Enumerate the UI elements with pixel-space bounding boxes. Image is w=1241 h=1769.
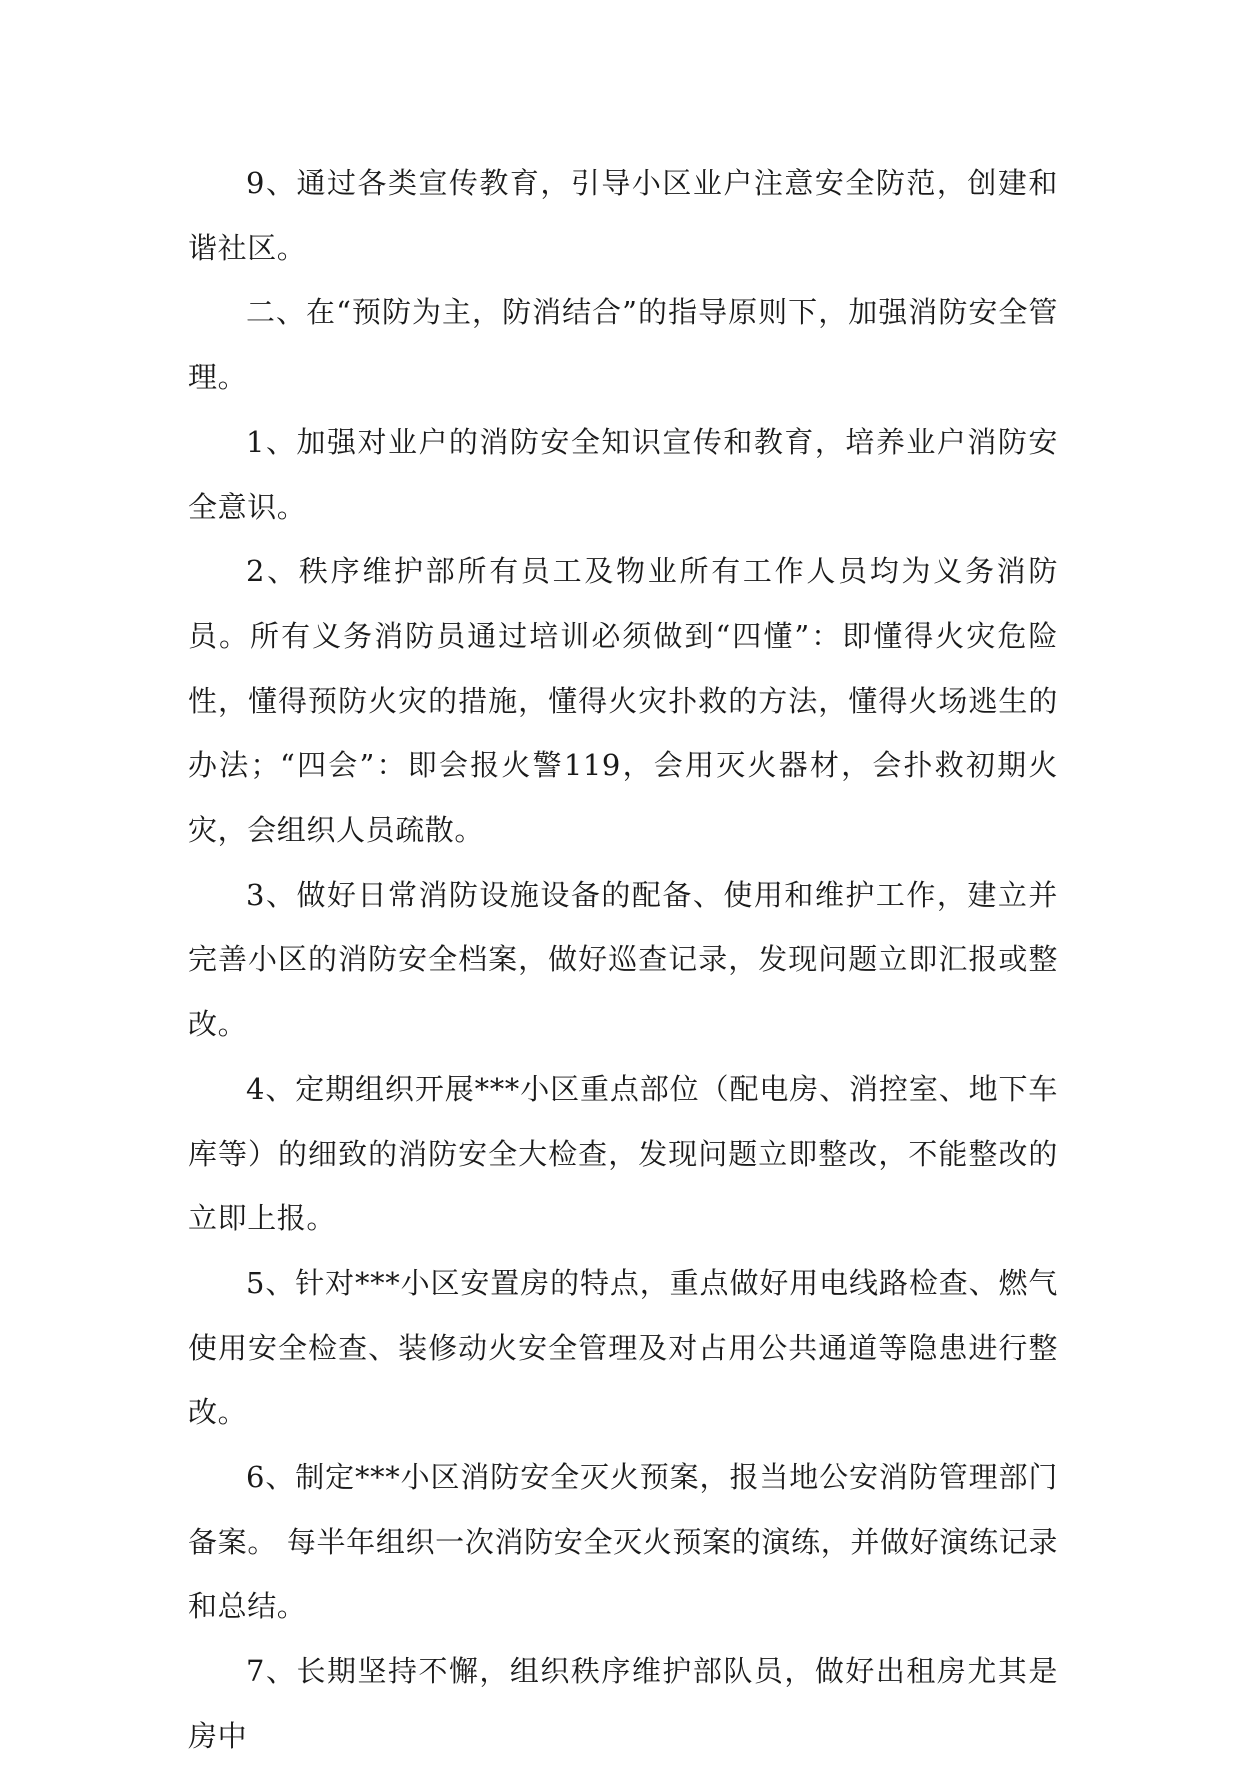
paragraph-item-7-rental-housing: 7、长期坚持不懈，组织秩序维护部队员，做好出租房尤其是房中 <box>188 1654 1058 1753</box>
section-heading-fire-safety: 二、在“预防为主，防消结合”的指导原则下，加强消防安全管理。 <box>188 295 1058 395</box>
paragraph-item-4-inspection: 4、定期组织开展***小区重点部位（配电房、消控室、地下车库等）的细致的消防安全大检查，发现问题立即整改，不能整改的立即上报。 <box>188 1071 1058 1236</box>
paragraph-item-6-emergency-plan: 6、制定***小区消防安全灭火预案，报当地公安消防管理部门备案。 每半年组织一次消防安全灭火预案的演练，并做好演练记录和总结。 <box>188 1460 1058 1624</box>
paragraph-item-3-facilities: 3、做好日常消防设施设备的配备、使用和维护工作，建立并完善小区的消防安全档案，做好巡查记录，发现问题立即汇报或整改。 <box>188 877 1058 1042</box>
paragraph-item-9-publicity: 9、通过各类宣传教育，引导小区业户注意安全防范，创建和谐社区。 <box>188 166 1058 265</box>
paragraph-item-2-volunteer-firefighters: 2、秩序维护部所有员工及物业所有工作人员均为义务消防员。所有义务消防员通过培训必须做到“四懂”：即懂得火灾危险性，懂得预防火灾的措施，懂得火灾扑救的方法，懂得火场逃生的办法；“四会”：即会报火警119，会用灭火器材，会扑救初期火灾，会组织人员疏散。 <box>188 554 1058 848</box>
document-body <box>188 151 1058 1769</box>
paragraph-item-1-education: 1、加强对业户的消防安全知识宣传和教育，培养业户消防安全意识。 <box>188 424 1058 524</box>
paragraph-item-5-resettlement-housing: 5、针对***小区安置房的特点，重点做好用电线路检查、燃气使用安全检查、装修动火安全管理及对占用公共通道等隐患进行整改。 <box>188 1265 1058 1430</box>
